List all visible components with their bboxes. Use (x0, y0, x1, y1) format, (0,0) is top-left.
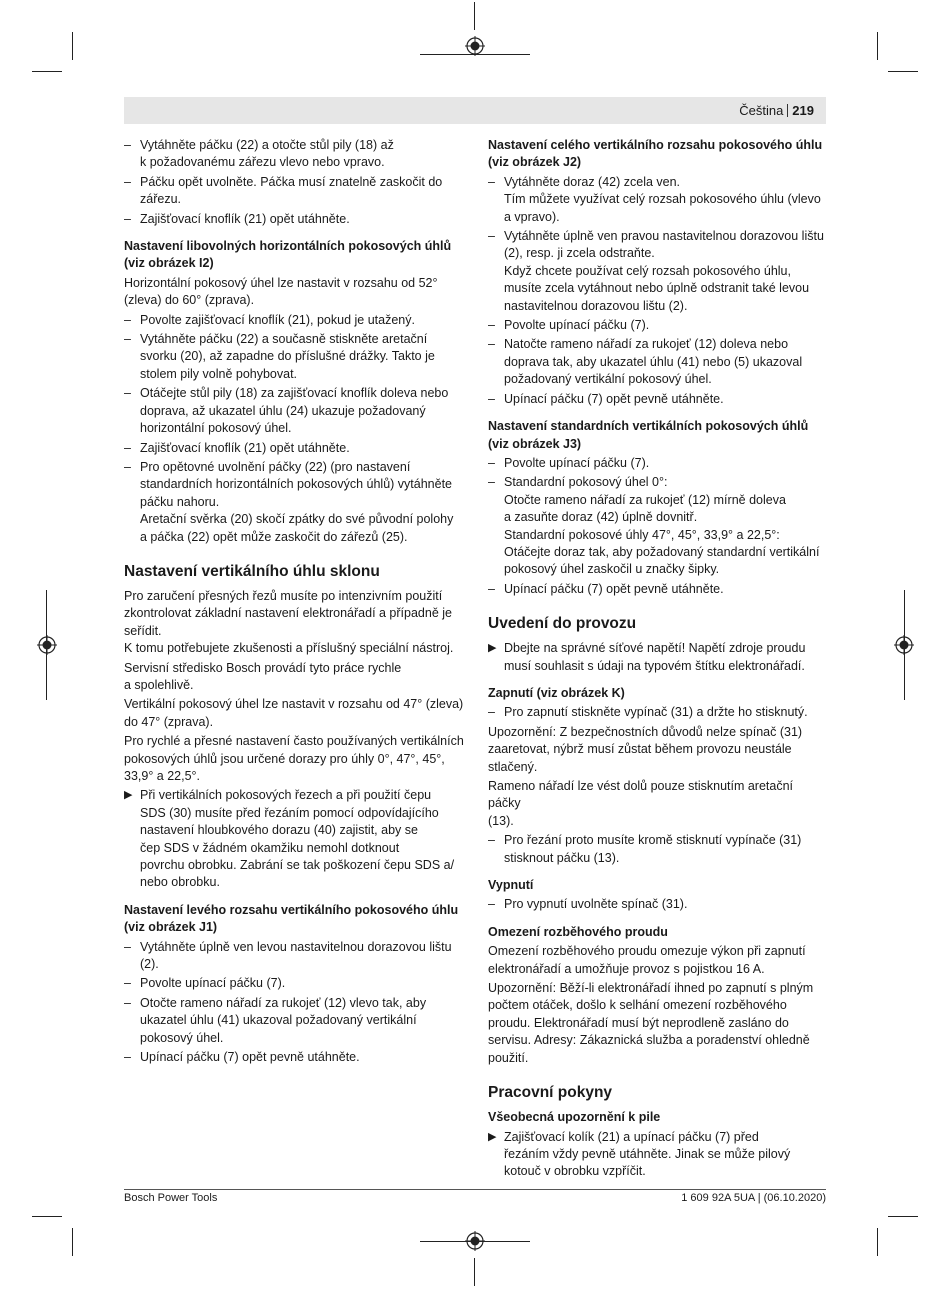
item-line: doprava tak, aby ukazatel úhlu (41) nebo (5) ukazoval (504, 354, 803, 369)
item-line: Vytáhněte úplně ven levou nastavitelnou dorazovou lištu (140, 939, 452, 954)
item-line: Povolte zajišťovací knoflík (21), pokud je utažený. (140, 312, 415, 327)
heading-line: Nastavení libovolných horizontálních pokosových úhlů (124, 239, 452, 254)
item-line: povrchu obrobku. Zabrání se tak poškození čepu SDS a/ (140, 858, 455, 873)
item-line: Standardní pokosový úhel 0°: (504, 475, 668, 490)
list-item (124, 312, 467, 329)
item-line: a zasuňte doraz (42) úplně dovnitř. (504, 510, 698, 525)
text-line: Upozornění: Běží-li elektronářadí ihned po zapnutí s plným (488, 981, 814, 996)
list-item (488, 704, 825, 721)
item-line: Otočte rameno nářadí za rukojeť (12) vlevo tak, aby (140, 995, 427, 1010)
warning-item (488, 640, 825, 675)
item-line: Vytáhněte páčku (22) a otočte stůl pily (18) až (140, 138, 394, 152)
list-item (124, 174, 467, 209)
dash-marker: – (488, 174, 495, 189)
item-line: ukazatel úhlu (41) ukazoval požadovaný vertikální (140, 1013, 417, 1028)
list-item (124, 975, 467, 992)
item-line: musíte zcela vytáhnout nebo úplně odstranit také levou (504, 281, 810, 296)
crop-mark (32, 1216, 62, 1217)
crop-mark (888, 71, 918, 72)
item-line: Upínací páčku (7) opět pevně utáhněte. (504, 581, 724, 596)
item-line: Zajišťovací kolík (21) a upínací páčku (7) před (504, 1129, 759, 1144)
startup-heading: Uvedení do provozu (488, 615, 637, 633)
dash-marker: – (488, 833, 495, 848)
item-line: páčku nahoru. (140, 494, 220, 509)
header-label (739, 103, 814, 118)
text-line: Vertikální pokosový úhel lze nastavit v rozsahu od 47° (zleva) (124, 697, 464, 712)
left-range-steps (124, 939, 467, 1067)
item-line: Zajišťovací knoflík (21) opět utáhněte. (140, 211, 350, 226)
tighten-warning (488, 1129, 825, 1181)
list-item (124, 331, 467, 383)
warning-arrow-icon: ▶ (124, 789, 133, 802)
text-line: použití. (488, 1050, 529, 1065)
dash-marker: – (488, 318, 495, 333)
dash-marker: – (488, 391, 495, 406)
switch-on-heading: Zapnutí (viz obrázek K) (488, 685, 625, 700)
crop-mark (877, 1228, 878, 1256)
registration-mark-icon (465, 36, 485, 56)
dash-marker: – (124, 976, 131, 991)
inrush-text (488, 943, 825, 978)
item-line: Otáčejte stůl pily (18) za zajišťovací knoflík doleva nebo (140, 386, 449, 401)
item-line: (2). (140, 957, 159, 972)
text-line: Pro zaručení přesných řezů musíte po intenzivním použití (124, 588, 443, 603)
dash-marker: – (124, 440, 131, 455)
crop-mark (877, 32, 878, 60)
item-line: standardních horizontálních pokosových úhlů) vytáhněte (140, 477, 452, 492)
item-line: a páčka (22) opět může zaskočit do zářezů (25). (140, 529, 408, 544)
dash-marker: – (488, 229, 495, 244)
item-line: Když chcete používat celý rozsah pokosového úhlu, (504, 263, 791, 278)
text-line: K tomu potřebujete zkušenosti a příslušný speciální nástroj. (124, 641, 454, 656)
full-range-steps (488, 174, 825, 408)
item-line: Povolte upínací páčku (7). (504, 318, 650, 333)
switch-on-note (488, 724, 825, 776)
item-line: řezáním vždy pevně utáhněte. Jinak se může pilový (504, 1146, 791, 1161)
item-line: Páčku opět uvolněte. Páčka musí znatelně zaskočit do (140, 174, 443, 189)
item-line: Při vertikálních pokosových řezech a při použití čepu (140, 788, 432, 803)
text-line: počtem otáček, došlo k selhání omezení rozběhového (488, 998, 787, 1013)
dash-marker: – (124, 1050, 131, 1065)
dash-marker: – (124, 995, 131, 1010)
warning-arrow-icon: ▶ (488, 642, 497, 655)
paragraph (124, 696, 467, 731)
paragraph (124, 733, 467, 785)
heading-line: (viz obrázek I2) (124, 256, 214, 271)
dash-marker: – (124, 386, 131, 401)
footer-doc-id: 1 609 92A 5UA | (06.10.2020) (681, 1192, 826, 1204)
switch-on-step (488, 704, 825, 721)
dash-marker: – (488, 705, 495, 720)
item-line: nastavení hloubkového dorazu (40) zajistit, aby se (140, 823, 418, 838)
dash-marker: – (124, 459, 131, 474)
text-line: Servisní středisko Bosch provádí tyto práce rychle (124, 660, 402, 675)
registration-mark-icon (894, 635, 914, 655)
item-line: Pro řezání proto musíte kromě stisknutí vypínače (31) (504, 833, 802, 848)
crop-mark (474, 2, 475, 30)
list-item (488, 581, 825, 598)
item-line: a vpravo). (504, 209, 560, 224)
item-line: kotouč v obrobku vzpříčit. (504, 1164, 646, 1179)
item-line: SDS (30) musíte před řezáním pomocí odpovídajícího (140, 805, 439, 820)
warning-item (488, 1129, 825, 1181)
item-line: stisknout páčku (13). (504, 850, 620, 865)
item-line: Dbejte na správné síťové napětí! Napětí zdroje proudu (504, 641, 806, 656)
item-line: (2), resp. ji zcela odstraňte. (504, 246, 655, 261)
item-line: zářezu. (140, 192, 181, 207)
item-line: svorku (20), až zapadne do příslušné drážky. Takto je (140, 349, 435, 364)
item-line: doprava, až ukazatel úhlu (24) ukazuje požadovaný (140, 403, 426, 418)
list-item (488, 336, 825, 388)
text-line: elektronářadí a umožňuje provoz s pojistkou 16 A. (488, 961, 765, 976)
vertical-angle-heading: Nastavení vertikálního úhlu sklonu (124, 562, 380, 580)
inrush-heading: Omezení rozběhového proudu (488, 924, 668, 939)
text-line: Omezení rozběhového proudu omezuje výkon při zapnutí (488, 944, 806, 959)
list-item (488, 455, 825, 472)
item-line: pokosový úhel zaskočil u značky šipky. (504, 562, 720, 577)
list-item (124, 211, 467, 228)
dash-marker: – (124, 939, 131, 954)
footer-brand: Bosch Power Tools (124, 1192, 218, 1204)
switch-on-text (488, 778, 825, 830)
warning-arrow-icon: ▶ (488, 1130, 497, 1143)
item-line: Tím můžete využívat celý rozsah pokosového úhlu (vlevo (504, 192, 821, 207)
list-item (488, 317, 825, 334)
right-column (488, 137, 825, 1183)
dash-marker: – (488, 337, 495, 352)
list-item (124, 459, 467, 546)
crop-mark (72, 1228, 73, 1256)
header-separator (787, 104, 788, 117)
text-line: seřídit. (124, 623, 162, 638)
list-item (488, 228, 825, 315)
text-line: Horizontální pokosový úhel lze nastavit v rozsahu od 52° (124, 275, 438, 290)
list-item (488, 896, 825, 913)
item-line: Upínací páčku (7) opět pevně utáhněte. (140, 1050, 360, 1065)
text-line: servisu. Adresy: Zákaznická služba a poradenství ohledně (488, 1033, 810, 1048)
text-line: stlačený. (488, 759, 538, 774)
dash-marker: – (124, 211, 131, 226)
dash-marker: – (124, 332, 131, 347)
item-line: Povolte upínací páčku (7). (140, 976, 286, 991)
list-item (124, 137, 467, 172)
voltage-warning (488, 640, 825, 675)
crop-mark (474, 1258, 475, 1286)
item-line: Pro vypnutí uvolněte spínač (31). (504, 897, 688, 912)
vertical-angle-text (124, 588, 467, 785)
dash-marker: – (124, 312, 131, 327)
list-item (124, 995, 467, 1047)
text-line: zaaretovat, nýbrž musí zůstat během provozu neustále (488, 742, 792, 757)
page-header (124, 97, 826, 124)
dash-marker: – (124, 138, 131, 152)
dash-marker: – (124, 174, 131, 189)
paragraph (124, 660, 467, 695)
item-line: požadovaný vertikální pokosový úhel. (504, 372, 712, 387)
item-line: Standardní pokosové úhly 47°, 45°, 33,9° a 22,5°: (504, 527, 780, 542)
item-line: Natočte rameno nářadí za rukojeť (12) doleva nebo (504, 337, 789, 352)
registration-mark-icon (37, 635, 57, 655)
list-item (488, 832, 825, 867)
footer-divider (124, 1189, 826, 1190)
item-line: Povolte upínací páčku (7). (504, 455, 650, 470)
text-line: do 47° (zprava). (124, 714, 214, 729)
general-warnings-heading: Všeobecná upozornění k pile (488, 1110, 661, 1125)
intro-list (124, 137, 467, 228)
item-line: Vytáhněte páčku (22) a současně stiskněte aretační (140, 332, 428, 347)
item-line: stolem pily volně pohybovat. (140, 366, 298, 381)
inrush-note (488, 980, 825, 1067)
text-line: 33,9° a 22,5°. (124, 769, 201, 783)
switch-off-step (488, 896, 825, 913)
item-line: Otočte rameno nářadí za rukojeť (12) mírně doleva (504, 492, 786, 507)
item-line: nastavitelnou dorazovou lištu (2). (504, 298, 688, 313)
left-column (124, 137, 467, 1069)
item-line: horizontální pokosový úhel. (140, 421, 292, 436)
heading-line: (viz obrázek J2) (488, 155, 582, 170)
item-line: Pro opětovné uvolnění páčky (22) (pro nastavení (140, 459, 411, 474)
heading-line: (viz obrázek J1) (124, 920, 218, 935)
dash-marker: – (488, 475, 495, 490)
switch-off-heading: Vypnutí (488, 878, 534, 893)
item-line: Vytáhněte doraz (42) zcela ven. (504, 174, 681, 189)
item-line: nebo obrobku. (140, 875, 220, 890)
work-instructions-heading: Pracovní pokyny (488, 1084, 613, 1102)
list-item (488, 474, 825, 578)
left-range-heading (124, 902, 467, 937)
item-line: čep SDS v žádném okamžiku nemohl dotknout (140, 840, 400, 855)
text-line: zkontrolovat základní nastavení elektronářadí a případně je (124, 606, 452, 621)
page-number: 219 (792, 103, 814, 118)
text-line: Upozornění: Z bezpečnostních důvodů nelze spínač (31) (488, 724, 803, 739)
heading-line: Nastavení standardních vertikálních pokosových úhlů (488, 419, 809, 434)
list-item (488, 391, 825, 408)
dash-marker: – (488, 455, 495, 470)
item-line: pokosový úhel. (140, 1030, 224, 1045)
standard-angles-steps (488, 455, 825, 598)
text-line: Rameno nářadí lze vést dolů pouze stisknutím aretační páčky (488, 779, 794, 811)
text-line: (13). (488, 813, 514, 828)
item-line: Otáčejte doraz tak, aby požadovaný standardní vertikální (504, 544, 820, 559)
header-language: Čeština (739, 103, 784, 118)
sds-warning (124, 787, 467, 891)
paragraph (124, 588, 467, 658)
list-item (488, 174, 825, 226)
crop-mark (888, 1216, 918, 1217)
horizontal-angle-steps (124, 312, 467, 546)
list-item (124, 385, 467, 437)
crop-mark (72, 32, 73, 60)
standard-angles-heading (488, 418, 825, 453)
item-line: k požadovanému zářezu vlevo nebo vpravo. (140, 155, 385, 170)
text-line: (zleva) do 60° (zprava). (124, 293, 255, 308)
text-line: Pro rychlé a přesné nastavení často používaných vertikálních (124, 734, 464, 749)
item-line: Aretační svěrka (20) skočí zpátky do své původní polohy (140, 512, 454, 527)
list-item (124, 939, 467, 974)
dash-marker: – (488, 897, 495, 912)
item-line: musí souhlasit s údaji na typovém štítku elektronářadí. (504, 658, 805, 673)
warning-item (124, 787, 467, 891)
heading-line: Nastavení celého vertikálního rozsahu pokosového úhlu (488, 138, 823, 152)
crop-mark (32, 71, 62, 72)
item-line: Zajišťovací knoflík (21) opět utáhněte. (140, 440, 350, 455)
item-line: Pro zapnutí stiskněte vypínač (31) a držte ho stisknutý. (504, 705, 808, 720)
text-line: a spolehlivě. (124, 677, 194, 692)
text-line: pokosových úhlů jsou určené dorazy pro úhly 0°, 47°, 45°, (124, 751, 445, 766)
heading-line: Nastavení levého rozsahu vertikálního pokosového úhlu (124, 902, 459, 917)
heading-line: (viz obrázek J3) (488, 436, 582, 451)
list-item (124, 440, 467, 457)
list-item (124, 1049, 467, 1066)
switch-on-step (488, 832, 825, 867)
item-line: Vytáhněte úplně ven pravou nastavitelnou dorazovou lištu (504, 229, 824, 244)
item-line: Upínací páčku (7) opět pevně utáhněte. (504, 391, 724, 406)
horizontal-angle-text (124, 275, 467, 310)
horizontal-angle-heading (124, 238, 467, 273)
registration-mark-icon (465, 1231, 485, 1251)
text-line: proudu. Elektronářadí musí být neprodleně zasláno do (488, 1015, 789, 1030)
dash-marker: – (488, 581, 495, 596)
full-range-heading (488, 137, 825, 172)
